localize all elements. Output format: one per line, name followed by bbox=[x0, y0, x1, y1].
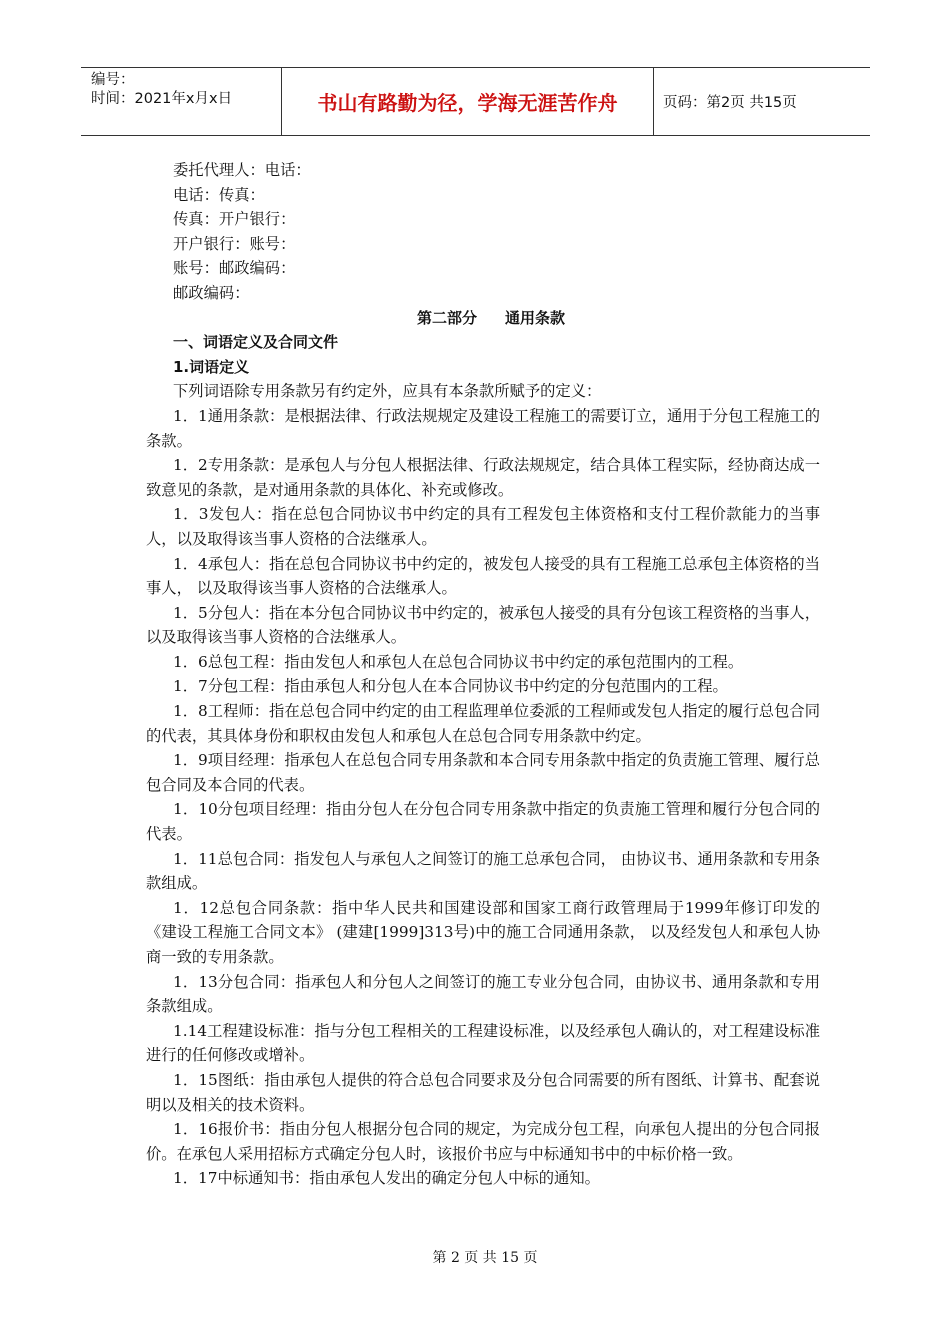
intro-paragraph: 下列词语除专用条款另有约定外，应具有本条款所赋予的定义： bbox=[173, 382, 602, 401]
clause-paragraph: 1．13分包合同：指承包人和分包人之间签订的施工专业分包合同，由协议书、通用条款和专用条款组成。 bbox=[146, 972, 820, 1016]
clause-paragraph: 1．9项目经理：指承包人在总包合同专用条款和本合同专用条款中指定的负责施工管理、履行总包合同及本合同的代表。 bbox=[146, 751, 820, 794]
clause-paragraph: 1．11总包合同：指发包人与承包人之间签订的施工总承包合同， 由协议书、通用条款和专用条款组成。 bbox=[146, 849, 820, 893]
time-label: 时间：2021年x月x日 bbox=[91, 91, 233, 107]
clause-paragraph: 1．15图纸：指由承包人提供的符合总包合同要求及分包合同需要的所有图纸、计算书、配套说明以及相关的技术资料。 bbox=[146, 1070, 820, 1114]
clause-paragraph: 1．16报价书：指由分包人根据分包合同的规定，为完成分包工程，向承包人提出的分包合同报价。在承包人采用招标方式确定分包人时，该报价书应与中标通知书中的中标价格一致。 bbox=[146, 1120, 820, 1163]
header-meta bbox=[81, 68, 282, 135]
contact-line: 传真：开户银行： bbox=[173, 210, 296, 229]
clause-paragraph: 1．3发包人：指在总包合同协议书中约定的具有工程发包主体资格和支付工程价款能力的当事人，以及取得该当事人资格的合法继承人。 bbox=[146, 505, 820, 548]
clause-paragraph: 1．1通用条款：是根据法律、行政法规规定及建设工程施工的需要订立，通用于分包工程施工的条款。 bbox=[146, 406, 820, 450]
section-title: 一、词语定义及合同文件 bbox=[173, 333, 339, 352]
number-label: 编号： bbox=[91, 72, 135, 88]
subsection-title: 1.词语定义 bbox=[173, 357, 250, 376]
part-number: 第二部分 bbox=[416, 308, 477, 327]
clause-paragraph: 1．2专用条款：是承包人与分包人根据法律、行政法规规定，结合具体工程实际，经协商达成一致意见的条款，是对通用条款的具体化、补充或修改。 bbox=[146, 456, 820, 499]
clause-paragraph: 1．17中标通知书：指由承包人发出的确定分包人中标的通知。 bbox=[173, 1169, 600, 1188]
clause-paragraph: 1．10分包项目经理：指由分包人在分包合同专用条款中指定的负责施工管理和履行分包合同的代表。 bbox=[146, 800, 820, 844]
document-body bbox=[146, 158, 820, 1191]
contact-line: 委托代理人：电话： bbox=[173, 161, 311, 179]
page-footer: 第 2 页 共 15 页 bbox=[432, 1250, 538, 1266]
contact-line: 邮政编码： bbox=[173, 283, 250, 302]
header-page-info: 页码：第2页 共15页 bbox=[663, 95, 797, 111]
header-motto: 书山有路勤为径，学海无涯苦作舟 bbox=[282, 68, 654, 135]
document-header bbox=[81, 67, 870, 136]
clause-paragraph: 1．6总包工程：指由发包人和承包人在总包合同协议书中约定的承包范围内的工程。 bbox=[173, 652, 744, 671]
clause-paragraph: 1．7分包工程：指由承包人和分包人在本合同协议书中约定的分包范围内的工程。 bbox=[173, 677, 728, 696]
contact-line: 电话：传真： bbox=[173, 185, 265, 204]
clause-paragraph: 1.14工程建设标准：指与分包工程相关的工程建设标准，以及经承包人确认的，对工程建设标准进行的任何修改或增补。 bbox=[146, 1021, 820, 1065]
part-title bbox=[146, 306, 820, 331]
clause-paragraph: 1．5分包人：指在本分包合同协议书中约定的，被承包人接受的具有分包该工程资格的当事人，以及取得该当事人资格的合法继承人。 bbox=[146, 603, 820, 647]
clause-paragraph: 1．8工程师：指在总包合同中约定的由工程监理单位委派的工程师或发包人指定的履行总包合同的代表，其具体身份和职权由发包人和承包人在总包合同专用条款中约定。 bbox=[146, 702, 820, 745]
part-name: 通用条款 bbox=[505, 308, 566, 327]
clause-paragraph: 1．4承包人：指在总包合同协议书中约定的，被发包人接受的具有工程施工总承包主体资格的当事人， 以及取得该当事人资格的合法继承人。 bbox=[146, 554, 820, 598]
contact-line: 账号：邮政编码： bbox=[173, 259, 296, 278]
contact-line: 开户银行：账号： bbox=[173, 234, 296, 253]
clause-paragraph: 1．12总包合同条款：指中华人民共和国建设部和国家工商行政管理局于1999年修订印发的《建设工程施工合同文本》 (建建[1999]313号)中的施工合同通用条款， 以及经发包人和承包人协商一致的专用条款。 bbox=[146, 898, 820, 966]
